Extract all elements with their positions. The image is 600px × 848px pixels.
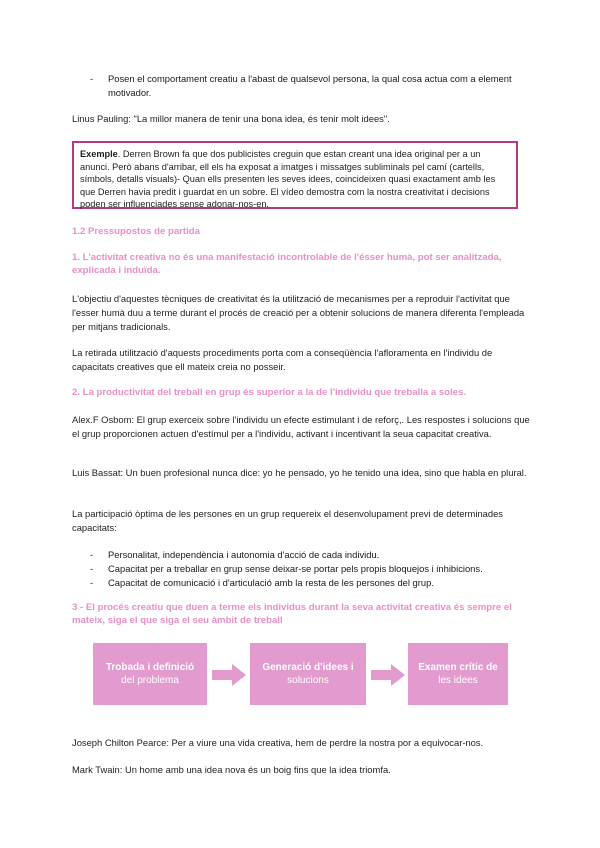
bullet-dash: - xyxy=(90,549,94,560)
flow-arrow-icon xyxy=(212,664,246,686)
bullet-dash: - xyxy=(90,563,94,574)
intro-bullet-text: Posen el comportament creatiu a l'abast de qualsevol persona, la qual cosa actua com a element motivador. xyxy=(108,73,512,98)
pearce-quote: Joseph Chilton Pearce: Per a viure una vida creativa, hem de perdre la nostra por a equivocar-nos. xyxy=(72,737,484,748)
point1-paragraph-1: L'objectiu d'aquestes tècniques de creativitat és la utilització de mecanismes per a reproduir l'activitat que l'esser humà duu a terme durant el procés de creació per a obtenir solucions de manera diferenta l'empleada per mitjans tradicionals. xyxy=(72,293,525,332)
capacity-item: Personalitat, independència i autonomia d'acció de cada individu. xyxy=(108,549,380,560)
capacity-item: Capacitat per a treballar en grup sense deixar-se portar pels propis bloquejos i inhibicions. xyxy=(108,563,483,574)
flow-step-1 xyxy=(93,643,207,705)
point1-heading: 1. L'activitat creativa no és una manifestació incontrolable de l'ésser humà, pot ser analitzada, explicada i induïda. xyxy=(72,252,502,276)
point3-heading: 3 - El procés creatiu que duen a terme els individus durant la seva activitat creativa és sempre el mateix, siga el que siga el seu àmbit de treball xyxy=(72,602,512,626)
example-text: . Derren Brown fa que dos publicistes creguin que estan creant una idea original per a un anunci. Però abans d'arribar, ell els ha exposat a imatges i missatges subliminals pel camí (cartells, símbols, detalls visuals)- Quan ells presenten les seves idees, coincideixen quasi exactament amb les que Derren havia predit i guardat en un sobre. El vídeo demostra com la nostra creativitat i decisions poden ser influenciades sense adonar-nos-en. xyxy=(80,149,496,210)
flow-step-3-line1: Examen crític de xyxy=(418,662,498,673)
point1-paragraph-2: La retirada utilització d'aquests procediments porta com a conseqüència l'afloramenta en l'individu de capacitats creatives que ell mateix creia no posseir. xyxy=(72,347,493,372)
flow-step-2-line1: Generació d'idees i xyxy=(262,662,354,673)
list-item xyxy=(90,562,530,576)
section-title: 1.2 Pressupostos de partida xyxy=(72,226,200,237)
example-box xyxy=(72,141,518,209)
bullet-dash: - xyxy=(90,73,94,84)
flow-step-2-line2: solucions xyxy=(287,675,329,686)
flow-step-1-line2: del problema xyxy=(121,675,179,686)
list-item xyxy=(90,576,530,590)
capacity-item: Capacitat de comunicació i d'articulació amb la resta de les persones del grup. xyxy=(108,577,434,588)
bassat-quote: Luis Bassat: Un buen profesional nunca dice: yo he pensado, yo he tenido una idea, sino que habla en plural. xyxy=(72,467,527,478)
bullet-dash: - xyxy=(90,577,94,588)
osborn-quote: Alex.F Osbom: El grup exerceix sobre l'individu un efecte estimulant i de reforç,. Les respostes i solucions que el grup proporcionen actuen d'estímul per a l'individu, activant i incentivant la seua capacitat creativa. xyxy=(72,414,530,439)
list-item xyxy=(90,548,530,562)
flow-step-1-line1: Trobada i definició xyxy=(105,662,195,673)
flow-arrow-icon xyxy=(371,664,405,686)
flow-step-3 xyxy=(408,643,508,705)
flow-step-3-line2: les idees xyxy=(438,675,478,686)
list-item xyxy=(90,72,530,99)
flow-step-2 xyxy=(250,643,366,705)
participation-paragraph: La participació òptima de les persones en un grup requereix el desenvolupament previ de determinades capacitats: xyxy=(72,508,503,533)
twain-quote: Mark Twain: Un home amb una idea nova és un boig fins que la idea triomfa. xyxy=(72,764,391,775)
pauling-quote: Linus Pauling: "La millor manera de tenir una bona idea, és tenir molt idees". xyxy=(72,113,390,124)
example-label: Exemple xyxy=(80,149,118,159)
point2-heading: 2. La productivitat del treball en grup és superior a la de l'individu que treballa a soles. xyxy=(72,387,467,398)
